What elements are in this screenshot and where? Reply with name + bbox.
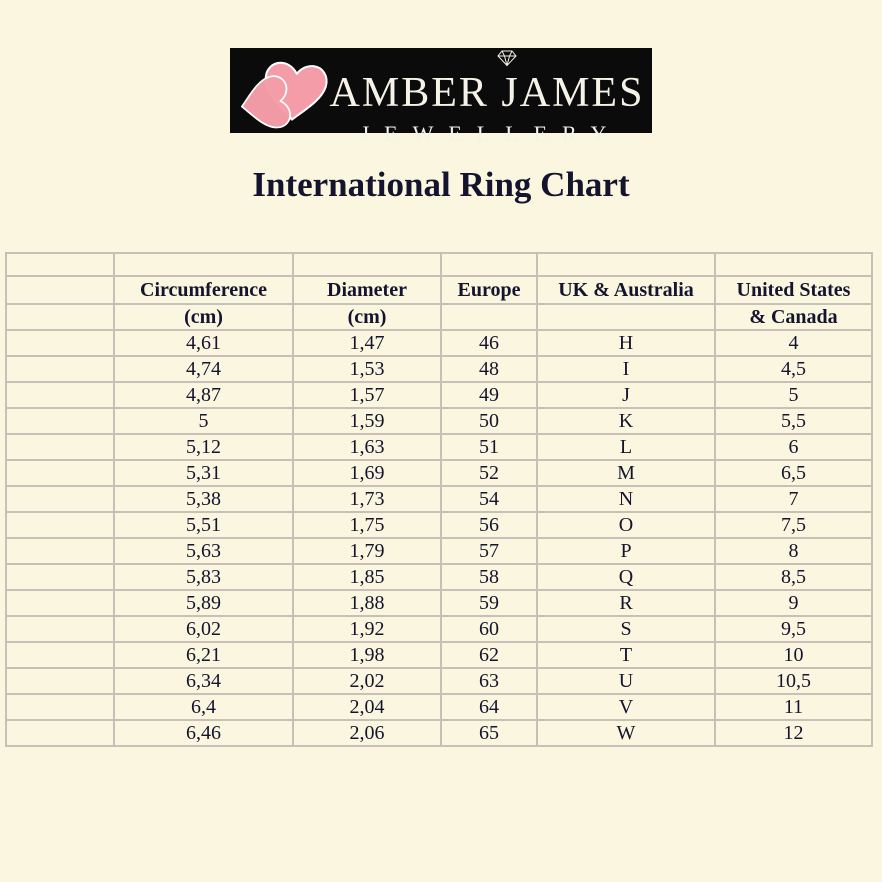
table-cell: 6,46 (114, 720, 293, 746)
table-cell (6, 694, 114, 720)
table-row (6, 538, 872, 564)
table-cell: O (537, 512, 715, 538)
table-cell: 9,5 (715, 616, 872, 642)
table-cell: 1,63 (293, 434, 441, 460)
table-cell: J (537, 382, 715, 408)
table-cell: 1,79 (293, 538, 441, 564)
table-cell: 6,34 (114, 668, 293, 694)
table-cell: 63 (441, 668, 537, 694)
table-cell: 1,98 (293, 642, 441, 668)
spacer-cell (441, 253, 537, 276)
table-cell: 1,88 (293, 590, 441, 616)
table-cell (6, 668, 114, 694)
table-cell (6, 460, 114, 486)
table-cell: 1,47 (293, 330, 441, 356)
table-cell: 59 (441, 590, 537, 616)
table-cell: 46 (441, 330, 537, 356)
table-cell: P (537, 538, 715, 564)
table-cell: 5,89 (114, 590, 293, 616)
table-cell (6, 538, 114, 564)
table-cell: 6,5 (715, 460, 872, 486)
table-header-row (6, 276, 872, 304)
table-cell (6, 616, 114, 642)
table-cell: 5,12 (114, 434, 293, 460)
table-cell: 1,59 (293, 408, 441, 434)
column-header-circumference: Circumference (114, 276, 293, 304)
table-row (6, 486, 872, 512)
column-header-diameter: Diameter (293, 276, 441, 304)
table-row (6, 460, 872, 486)
column-subheader-us-canada-2: & Canada (715, 304, 872, 330)
table-cell (6, 564, 114, 590)
table-cell (6, 330, 114, 356)
table-row (6, 408, 872, 434)
spacer-cell (293, 253, 441, 276)
column-header (6, 276, 114, 304)
table-cell (6, 486, 114, 512)
spacer-cell (537, 253, 715, 276)
table-cell: S (537, 616, 715, 642)
table-cell: 10,5 (715, 668, 872, 694)
table-cell: 1,53 (293, 356, 441, 382)
table-row (6, 642, 872, 668)
spacer-cell (715, 253, 872, 276)
table-cell: 4,61 (114, 330, 293, 356)
table-row (6, 330, 872, 356)
table-cell (6, 590, 114, 616)
table-cell: 1,85 (293, 564, 441, 590)
table-cell: 51 (441, 434, 537, 460)
table-row (6, 616, 872, 642)
table-cell: 58 (441, 564, 537, 590)
table-cell: L (537, 434, 715, 460)
table-cell: 4 (715, 330, 872, 356)
table-row (6, 382, 872, 408)
table-cell: 5 (715, 382, 872, 408)
table-cell: 64 (441, 694, 537, 720)
brand-text (325, 52, 649, 145)
table-cell: 52 (441, 460, 537, 486)
table-cell: 10 (715, 642, 872, 668)
table-cell: 48 (441, 356, 537, 382)
spacer-cell (114, 253, 293, 276)
table-row (6, 356, 872, 382)
table-cell: 49 (441, 382, 537, 408)
table-cell: 1,73 (293, 486, 441, 512)
table-cell: 6,4 (114, 694, 293, 720)
table-row (6, 720, 872, 746)
table-cell (6, 512, 114, 538)
table-cell: 1,92 (293, 616, 441, 642)
table-cell: 4,74 (114, 356, 293, 382)
table-cell: T (537, 642, 715, 668)
column-subheader (537, 304, 715, 330)
table-cell: W (537, 720, 715, 746)
table-cell (6, 720, 114, 746)
table-cell (6, 356, 114, 382)
column-subheader (441, 304, 537, 330)
table-row (6, 564, 872, 590)
table-cell: 5,31 (114, 460, 293, 486)
table-cell: K (537, 408, 715, 434)
table-row (6, 668, 872, 694)
table-cell: 1,75 (293, 512, 441, 538)
column-subheader-diameter-unit: (cm) (293, 304, 441, 330)
table-cell (6, 434, 114, 460)
table-cell: R (537, 590, 715, 616)
table-cell: 7 (715, 486, 872, 512)
table-cell: 11 (715, 694, 872, 720)
table-cell: 6,21 (114, 642, 293, 668)
spacer-cell (6, 253, 114, 276)
table-cell: 6 (715, 434, 872, 460)
table-cell: 8,5 (715, 564, 872, 590)
table-cell: 54 (441, 486, 537, 512)
brand-logo (230, 48, 652, 146)
table-cell: 1,57 (293, 382, 441, 408)
table-cell: H (537, 330, 715, 356)
table-cell: 62 (441, 642, 537, 668)
brand-name: AMBER JAMES (329, 70, 645, 116)
diamond-icon (496, 49, 518, 67)
page-title: International Ring Chart (252, 165, 630, 204)
table-cell: 2,02 (293, 668, 441, 694)
table-cell: 2,04 (293, 694, 441, 720)
table-cell (6, 382, 114, 408)
table-cell: 9 (715, 590, 872, 616)
table-cell: 5,5 (715, 408, 872, 434)
table-cell: 8 (715, 538, 872, 564)
table-row (6, 590, 872, 616)
column-header-uk-australia: UK & Australia (537, 276, 715, 304)
table-cell: 5,51 (114, 512, 293, 538)
table-cell: 65 (441, 720, 537, 746)
table-row (6, 694, 872, 720)
table-cell: 57 (441, 538, 537, 564)
column-subheader (6, 304, 114, 330)
table-cell (6, 642, 114, 668)
table-cell (6, 408, 114, 434)
table-cell: M (537, 460, 715, 486)
table-row (6, 512, 872, 538)
table-cell: 60 (441, 616, 537, 642)
table-cell: 12 (715, 720, 872, 746)
table-cell: N (537, 486, 715, 512)
table-cell: 7,5 (715, 512, 872, 538)
table-cell: U (537, 668, 715, 694)
hearts-icon (232, 48, 332, 134)
table-cell: 5,83 (114, 564, 293, 590)
table-cell: 2,06 (293, 720, 441, 746)
table-cell: V (537, 694, 715, 720)
table-cell: 50 (441, 408, 537, 434)
column-header-europe: Europe (441, 276, 537, 304)
column-header-us-canada: United States (715, 276, 872, 304)
brand-subtitle: JEWELLERY (360, 121, 622, 146)
table-cell: 56 (441, 512, 537, 538)
table-cell: 5,38 (114, 486, 293, 512)
table-cell: 5,63 (114, 538, 293, 564)
table-cell: 5 (114, 408, 293, 434)
table-cell: 6,02 (114, 616, 293, 642)
table-cell: 1,69 (293, 460, 441, 486)
column-subheader-circumference-unit: (cm) (114, 304, 293, 330)
table-row (6, 434, 872, 460)
ring-size-table (5, 252, 873, 747)
table-cell: Q (537, 564, 715, 590)
table-cell: I (537, 356, 715, 382)
table-spacer-row (6, 253, 872, 276)
table-cell: 4,5 (715, 356, 872, 382)
table-subheader-row (6, 304, 872, 330)
table-cell: 4,87 (114, 382, 293, 408)
